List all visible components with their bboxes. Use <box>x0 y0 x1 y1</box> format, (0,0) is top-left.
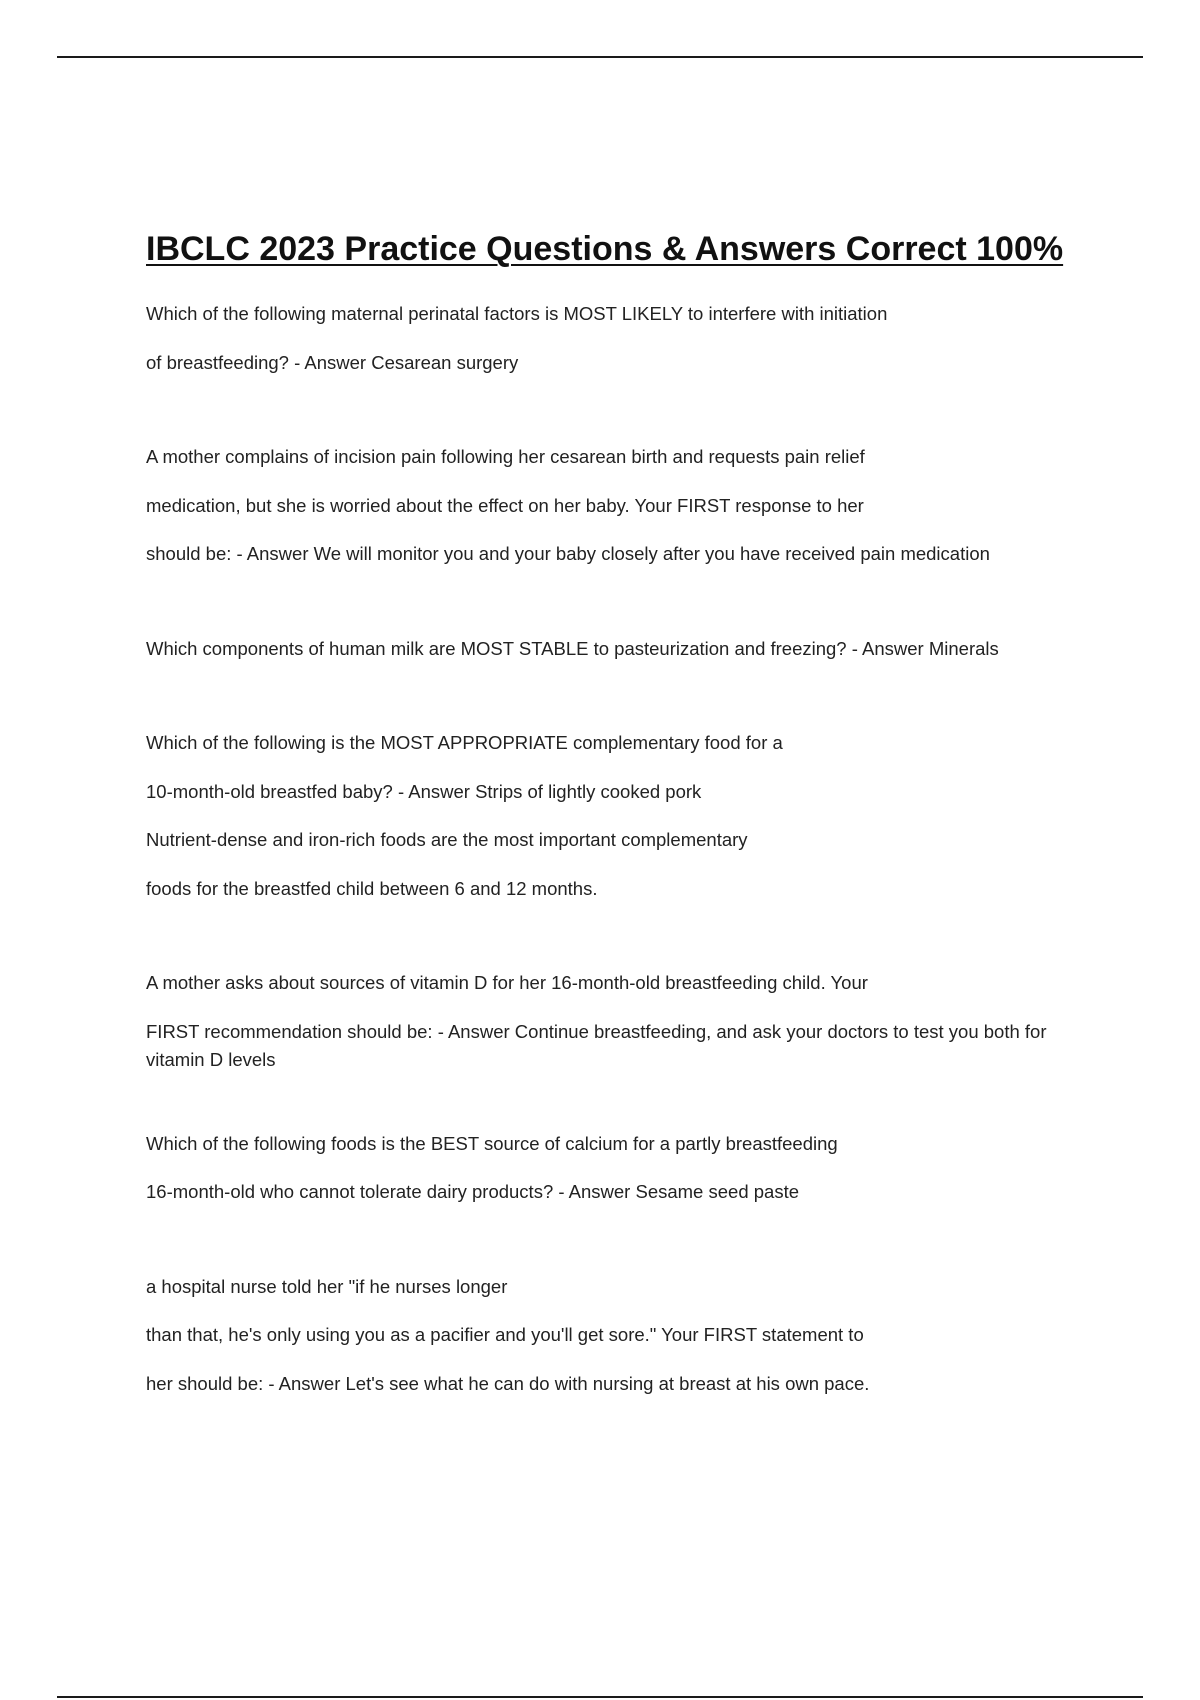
qa-line: Which of the following is the MOST APPROPRIATE complementary food for a <box>146 732 783 753</box>
document-title: IBCLC 2023 Practice Questions & Answers Correct 100% <box>146 230 1064 268</box>
qa-line: Which of the following foods is the BEST source of calcium for a partly breastfeeding <box>146 1132 838 1154</box>
qa-item-2 <box>146 433 1086 579</box>
qa-line: Which components of human milk are MOST STABLE to pasteurization and freezing? - Answer Minerals <box>146 637 999 659</box>
qa-line: Which of the following maternal perinatal factors is MOST LIKELY to interfere with initiation <box>146 303 888 324</box>
qa-line: 10-month-old breastfed baby? - Answer Strips of lightly cooked pork <box>146 780 702 802</box>
top-divider <box>57 56 1143 58</box>
qa-line: of breastfeeding? - Answer Cesarean surgery <box>146 351 519 373</box>
qa-line: A mother asks about sources of vitamin D for her 16-month-old breastfeeding child. Your <box>146 972 868 993</box>
qa-item-5 <box>146 959 1086 1074</box>
qa-line: FIRST recommendation should be: - Answer Continue breastfeeding, and ask your doctors to test you both for vitamin D levels <box>146 1020 1047 1070</box>
qa-item-6 <box>146 1120 1086 1217</box>
qa-item-7 <box>146 1263 1086 1409</box>
bottom-divider <box>57 1696 1143 1698</box>
qa-line: than that, he's only using you as a pacifier and you'll get sore." Your FIRST statement to <box>146 1324 864 1345</box>
qa-line: medication, but she is worried about the effect on her baby. Your FIRST response to her <box>146 494 864 516</box>
qa-line: a hospital nurse told her "if he nurses longer <box>146 1275 508 1297</box>
qa-line: Nutrient-dense and iron-rich foods are the most important complementary <box>146 829 748 850</box>
qa-line: should be: - Answer We will monitor you and your baby closely after you have received pain medication <box>146 543 990 564</box>
qa-item-3 <box>146 625 1086 674</box>
qa-line: A mother complains of incision pain following her cesarean birth and requests pain relief <box>146 446 865 467</box>
qa-item-4 <box>146 719 1086 913</box>
qa-item-1 <box>146 290 1086 387</box>
qa-line: 16-month-old who cannot tolerate dairy products? - Answer Sesame seed paste <box>146 1181 800 1202</box>
document-body <box>146 226 1086 1454</box>
qa-line: foods for the breastfed child between 6 and 12 months. <box>146 877 598 899</box>
qa-line: her should be: - Answer Let's see what he can do with nursing at breast at his own pace. <box>146 1372 870 1394</box>
